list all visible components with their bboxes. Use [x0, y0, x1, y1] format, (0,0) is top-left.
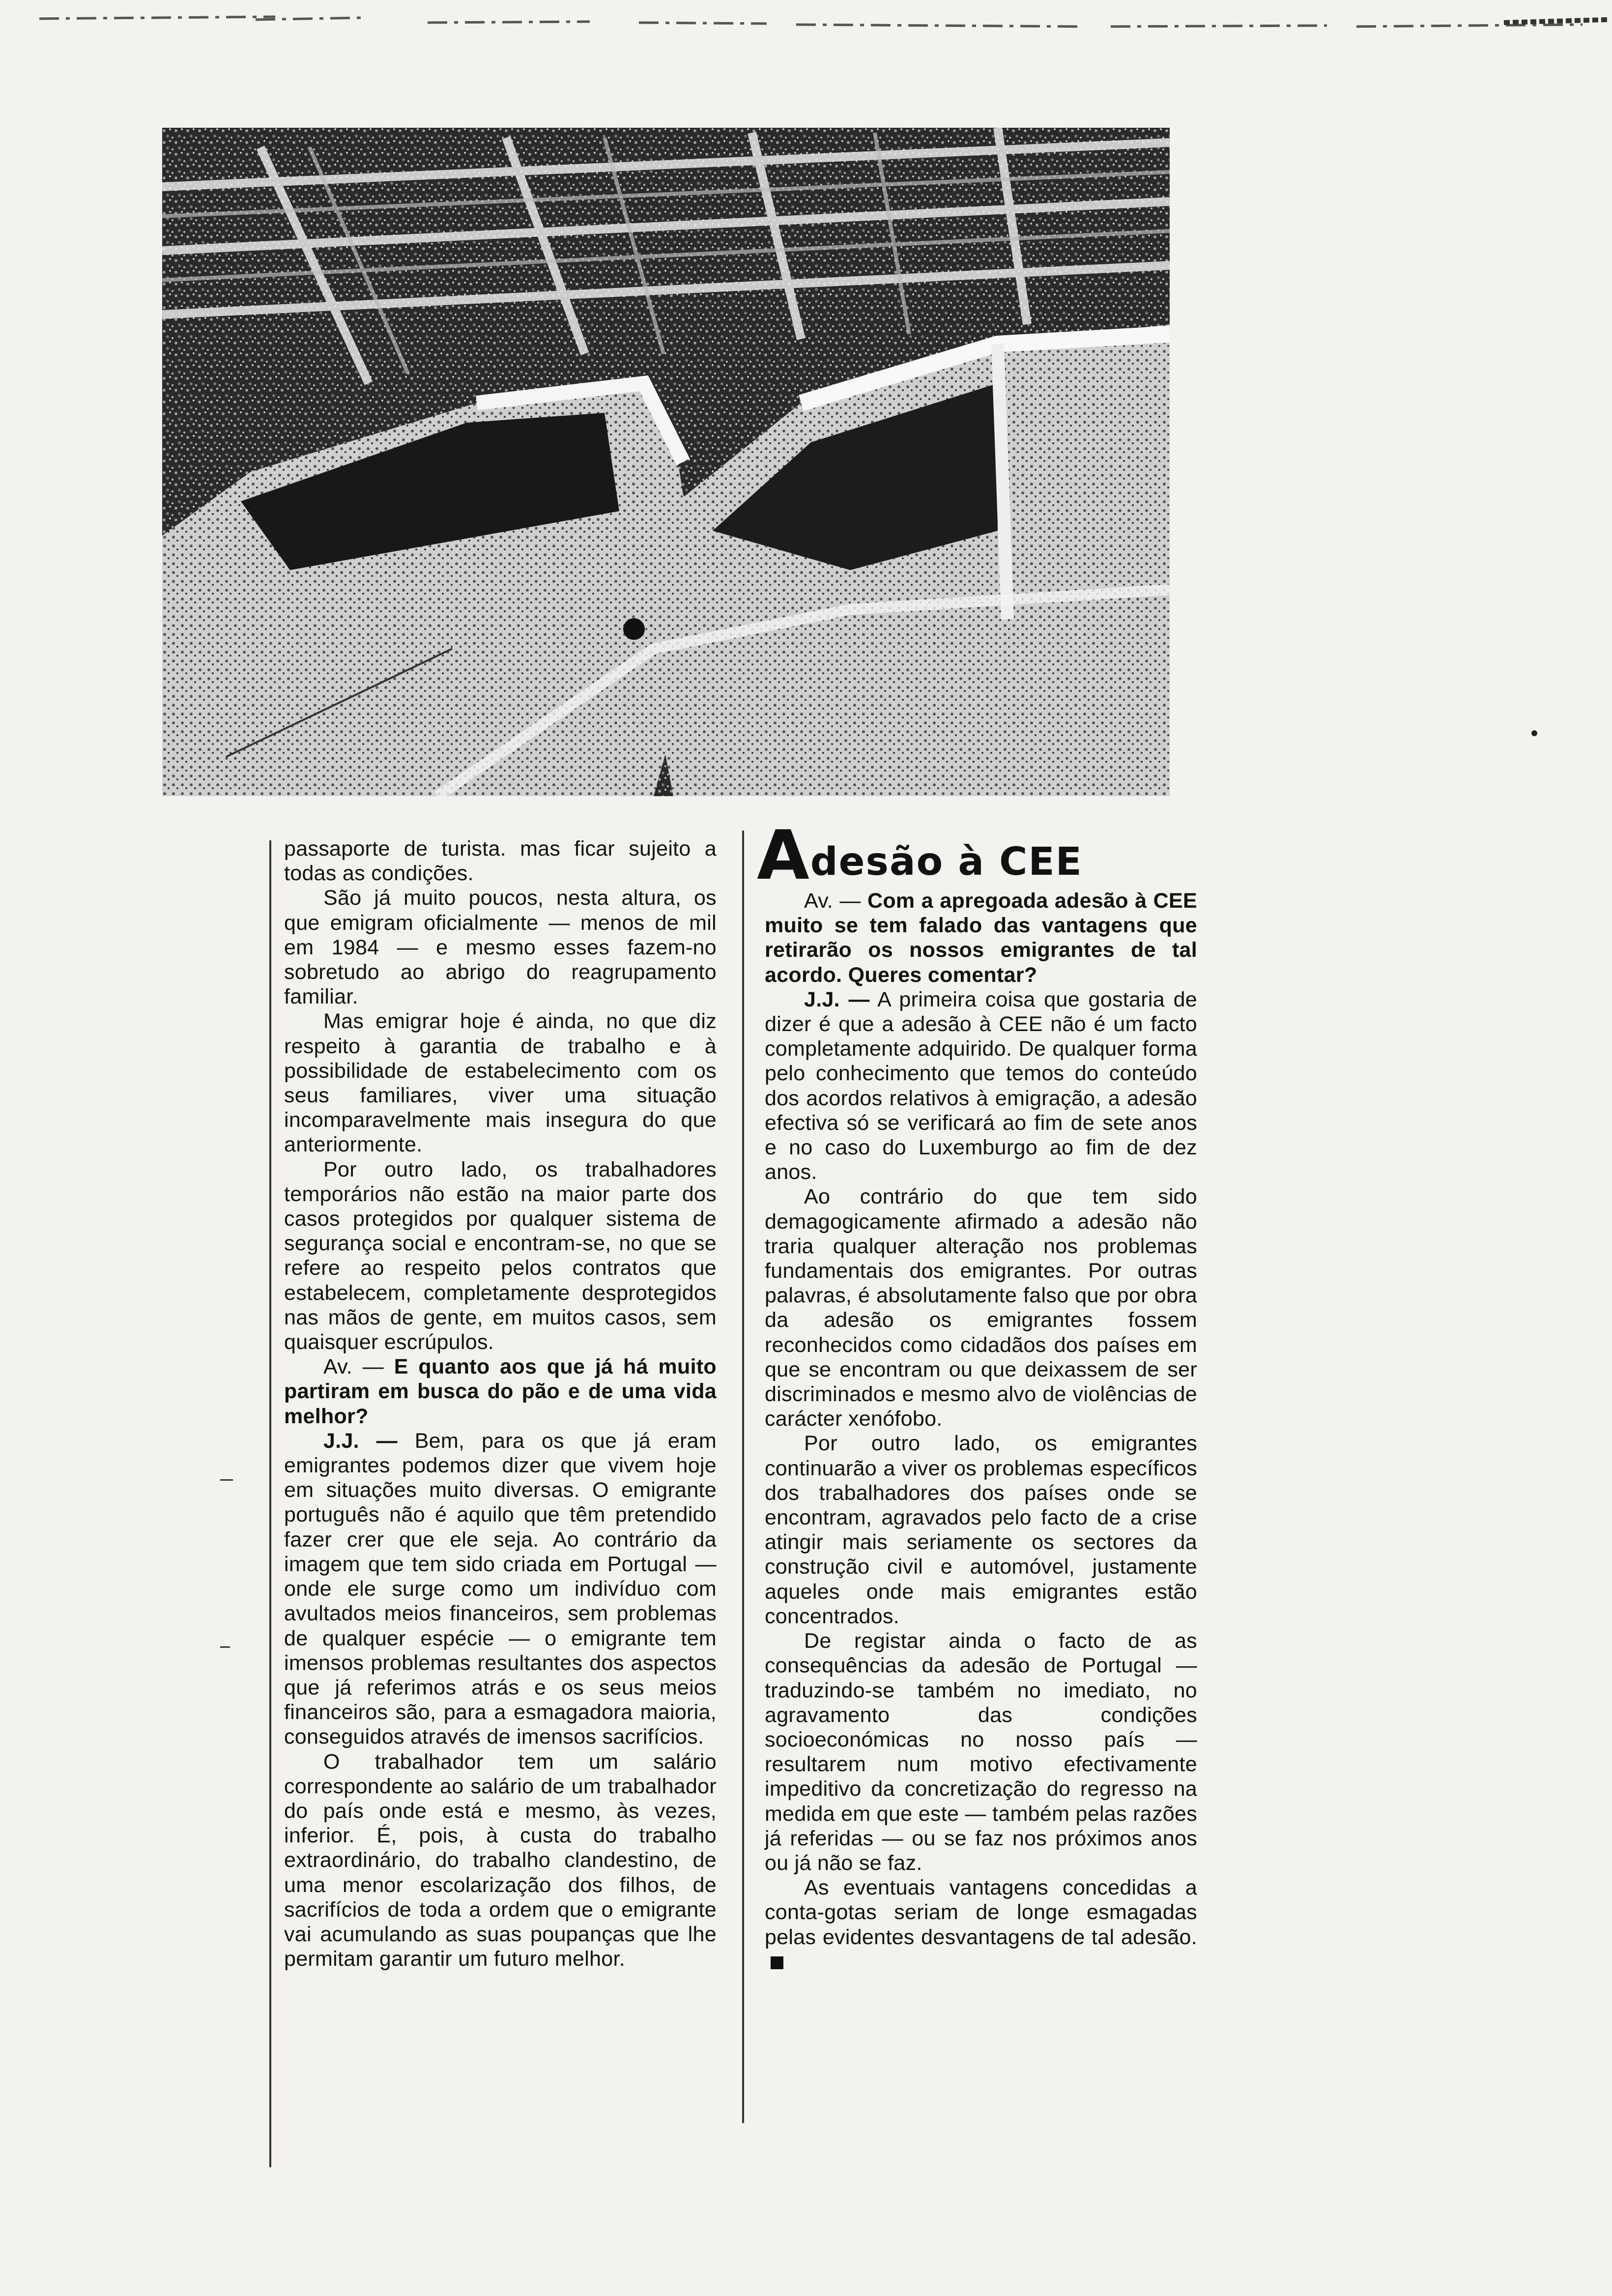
question-text: Com a apregoada adesão à CEE muito se tem falado das vantagens que retirarão os nossos emigrantes de tal acordo. Queres comentar? [765, 889, 1197, 987]
right-question [765, 889, 1197, 987]
left-question [284, 1354, 717, 1429]
left-paragraph: Por outro lado, os trabalhadores temporários não estão na maior parte dos casos protegidos por qualquer sistema de segurança social e encontram-se, no que se refere ao respeito pelos contratos que estabelecem, completamente desprotegidos nas mãos de gente, em muitos casos, sem quaisquer escrúpulos. [284, 1157, 717, 1354]
answer-text: As eventuais vantagens concedidas a conta-gotas seriam de longe esmagadas pelas evidentes desvantagens de tal adesão. [765, 1876, 1197, 1949]
end-of-article-mark [771, 1956, 783, 1969]
answer-text: O trabalhador tem um salário correspondente ao salário de um trabalhador do país onde está e mesmo, às vezes, inferior. É, pois, à custa do trabalho extraordinário, do trabalho clandestino, de uma menor escolarização dos filhos, de sacrifícios de toda a ordem que o emigrante vai acumulando as suas poupanças que lhe permitam garantir um futuro melhor. [284, 1750, 717, 1971]
right-answer [765, 1184, 1197, 1431]
answer-text: Bem, para os que já eram emigrantes podemos dizer que vivem hoje em situações muito diversas. O emigrante português não é aquilo que têm pretendido fazer crer que ele seja. Ao contrário da imagem que tem sido criada em Portugal — onde ele surge como um indivíduo com avultados meios financeiros, sem problemas de qualquer espécie — o emigrante tem imensos problemas resultantes dos aspectos que já referimos atrás e os seus meios financeiros são, para a esmagadora maioria, conseguidos através de imensos sacrifícios. [284, 1429, 717, 1749]
question-speaker: Av. — [323, 1355, 384, 1379]
right-answer [765, 987, 1197, 1185]
headline-initial: A [757, 816, 810, 895]
right-column [765, 889, 1197, 1974]
question-speaker: Av. — [804, 889, 861, 913]
photo-diagonal-line [206, 639, 462, 767]
answer-text: Ao contrário do que tem sido demagogicamente afirmado a adesão não traria qualquer alteração nos problemas fundamentais dos emigrantes. Por outras palavras, é absolutamente falso que por obra da adesão os emigrantes fossem reconhecidos como cidadãos dos países em que se encontram ou que deixassem de ser discriminados e mesmo alvo de violências de carácter xenófobo. [765, 1185, 1197, 1431]
right-answer [765, 1431, 1197, 1629]
left-paragraph: São já muito poucos, nesta altura, os que emigram oficialmente — menos de mil em 1984 — e mesmo esses fazem-no sobretudo ao abrigo do reagrupamento familiar. [284, 886, 717, 1009]
left-paragraph: Mas emigrar hoje é ainda, no que diz respeito à garantia de trabalho e à possibilidade de estabelecimento com os seus familiares, viver uma situação incomparavelmente mais insegura do que anteriormente. [284, 1009, 717, 1157]
answer-speaker: J.J. — [323, 1429, 398, 1453]
scan-speck [220, 1479, 233, 1481]
scan-speck [1531, 730, 1537, 736]
scan-speck [220, 1646, 230, 1648]
left-margin-rule [269, 840, 271, 2167]
left-column [284, 836, 717, 1971]
section-headline [757, 816, 1083, 895]
right-answer [765, 1875, 1197, 1974]
headline-rest: desão à CEE [810, 840, 1083, 884]
right-answer [765, 1629, 1197, 1875]
answer-text: A primeira coisa que gostaria de dizer é que a adesão à CEE não é um facto completamente adquirido. De qualquer forma pelo conhecimento que temos do conteúdo dos acordos relativos à emigração, a adesão efectiva só se verificará ao fim de sete anos e no caso do Luxemburgo ao fim de dez anos. [765, 987, 1198, 1184]
answer-text: De registar ainda o facto de as consequências da adesão de Portugal — traduzindo-se também no imediato, no agravamento das condições socioeconómicas no nosso país — resultarem num motivo efectivamente impeditivo da concretização do regresso na medida em que este — também pelas razões já referidas — ou se faz nos próximos anos ou já não se faz. [765, 1629, 1197, 1875]
answer-text: Por outro lado, os emigrantes continuarão a viver os problemas específicos dos trabalhadores dos países onde se encontram, agravados pelo facto de a crise atingir mais seriamente os sectores da construção civil e automóvel, justamente aqueles onde mais emigrantes estão concentrados. [765, 1432, 1197, 1628]
left-answer [284, 1429, 717, 1750]
left-answer [284, 1750, 717, 1972]
column-divider-rule [742, 831, 744, 2123]
answer-speaker: J.J. — [804, 987, 870, 1011]
scan-edge-noise [0, 0, 1612, 29]
question-text: E quanto aos que já há muito partiram em busca do pão e de uma vida melhor? [284, 1355, 717, 1428]
left-paragraph: passaporte de turista. mas ficar sujeito a todas as condições. [284, 837, 717, 886]
